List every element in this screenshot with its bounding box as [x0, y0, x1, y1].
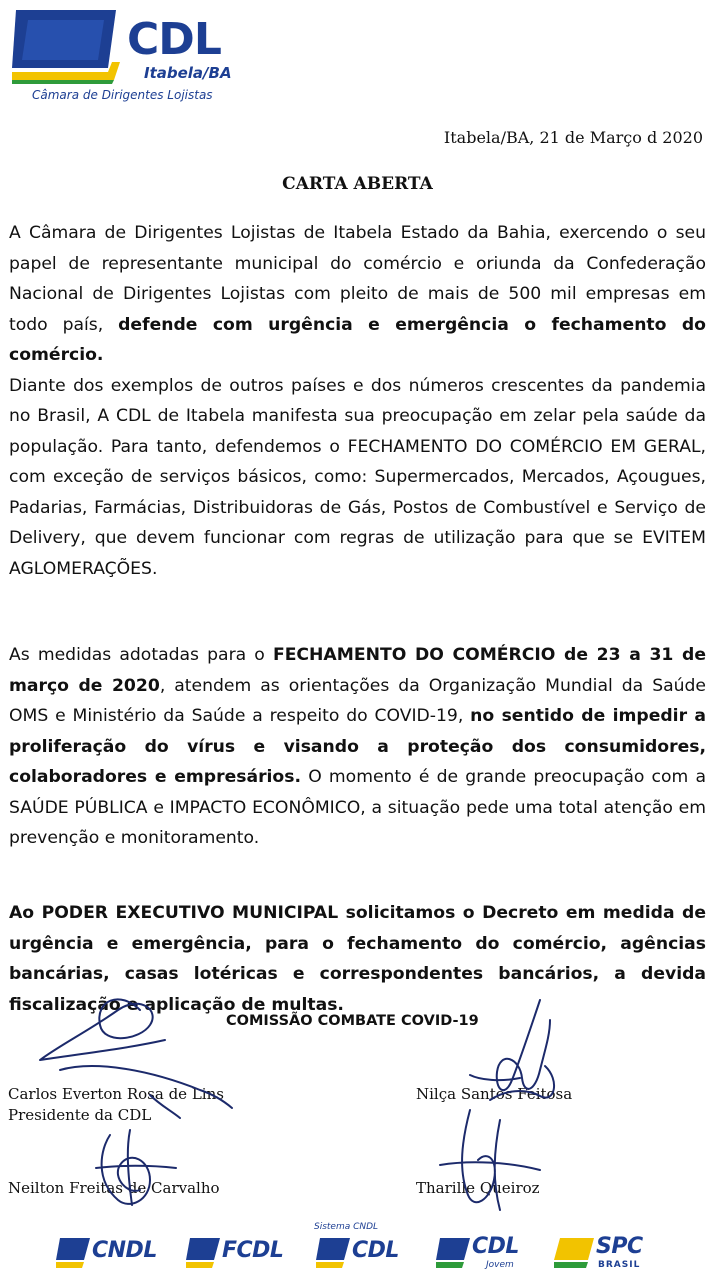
paragraph-3-bold-2: no sentido de impedir a proliferação do vírus e visando a proteção dos consumidores, colaboradores e empresários. [9, 706, 707, 787]
paragraph-3-text-1: As medidas adotadas para o [9, 645, 273, 665]
paragraph-4 [9, 898, 706, 1020]
signatory-name: Tharille Queiroz [416, 1179, 540, 1197]
footer-logo-cdl-jovem [436, 1236, 546, 1272]
cdl-small-swoosh-icon [316, 1238, 350, 1268]
footer-logo-cndl [56, 1236, 176, 1272]
logo-wordmark: CDL [127, 14, 221, 65]
signatory-4 [416, 1178, 540, 1199]
logo-subtitle: Câmara de Dirigentes Lojistas [32, 88, 213, 102]
signatory-name: Carlos Everton Rosa de Lins [8, 1085, 224, 1103]
letter-body [9, 218, 706, 584]
cdl-jovem-swoosh-icon [436, 1238, 470, 1268]
signatory-president [8, 1084, 224, 1126]
footer-logo-sublabel: BRASIL [598, 1260, 641, 1270]
footer-logo-fcdl [186, 1236, 306, 1272]
paragraph-1-bold: defende com urgência e emergência o fechamento do comércio. [9, 314, 706, 365]
paragraph-3-text-2: , atendem as orientações da Organização Mundial da Saúde OMS e Ministério da Saúde a respeito do COVID-19, [9, 675, 707, 726]
footer-logo-label: CDL [352, 1238, 399, 1263]
signatory-role: Presidente da CDL [8, 1106, 152, 1124]
footer-logo-cdl [316, 1236, 426, 1272]
paragraph-2: Diante dos exemplos de outros países e dos números crescentes da pandemia no Brasil, A CDL de Itabela manifesta sua preocupação em zelar pela saúde da população. Para tanto, defendemos o FECHAMENTO DO COMÉRCIO EM GERAL, com exceção de serviços básicos, como: Supermercados, Mercados, Açougues, Padarias, Farmácias, Distribuidoras de Gás, Postos de Combustível e Serviço de Delivery, que devem funcionar com regras de utilização para que se EVITEM AGLOMERAÇÕES. [9, 375, 706, 579]
footer-logo-label: CNDL [92, 1238, 157, 1263]
footer-sistema-label: Sistema CNDL [314, 1222, 379, 1232]
footer-logo-label: FCDL [222, 1238, 284, 1263]
cdl-logo [12, 6, 232, 106]
paragraph-3 [9, 640, 706, 854]
signatory-2 [416, 1084, 572, 1105]
logo-city: Itabela/BA [144, 64, 232, 82]
footer-logo-sublabel: Jovem [486, 1260, 514, 1270]
letter-date: Itabela/BA, 21 de Março d 2020 [443, 128, 703, 147]
signatory-3 [8, 1178, 220, 1199]
spc-brasil-icon [554, 1238, 594, 1268]
fcdl-swoosh-icon [186, 1238, 220, 1268]
footer-logo-label: CDL [472, 1234, 519, 1259]
footer-logo-label: SPC [596, 1234, 643, 1259]
paragraph-3-bold-1: FECHAMENTO DO COMÉRCIO de 23 a 31 de março de 2020 [9, 645, 706, 696]
paragraph-4-bold: Ao PODER EXECUTIVO MUNICIPAL solicitamos o Decreto em medida de urgência e emergência, para o fechamento do comércio, agências bancárias, casas lotéricas e correspondentes bancários, a devida fiscalização e aplicação de multas. [9, 903, 706, 1015]
signatory-name: Neilton Freitas de Carvalho [8, 1179, 220, 1197]
commission-title: COMISSÃO COMBATE COVID-19 [226, 1013, 479, 1029]
cndl-swoosh-icon [56, 1238, 90, 1268]
paragraph-3-text-3: O momento é de grande preocupação com a SAÚDE PÚBLICA e IMPACTO ECONÔMICO, a situação pede uma total atenção em prevenção e monitoramento. [9, 767, 706, 848]
signatory-name: Nilça Santos Feitosa [416, 1085, 573, 1103]
cdl-swoosh-icon [12, 6, 132, 86]
paragraph-1 [9, 218, 706, 371]
paragraph-1-text: A Câmara de Dirigentes Lojistas de Itabela Estado da Bahia, exercendo o seu papel de representante municipal do comércio e oriunda da Confederação Nacional de Dirigentes Lojistas com pleito de mais de 500 mil empresas em todo país, [9, 223, 706, 335]
footer-logo-spc [554, 1236, 664, 1272]
letter-title: CARTA ABERTA [282, 174, 433, 194]
